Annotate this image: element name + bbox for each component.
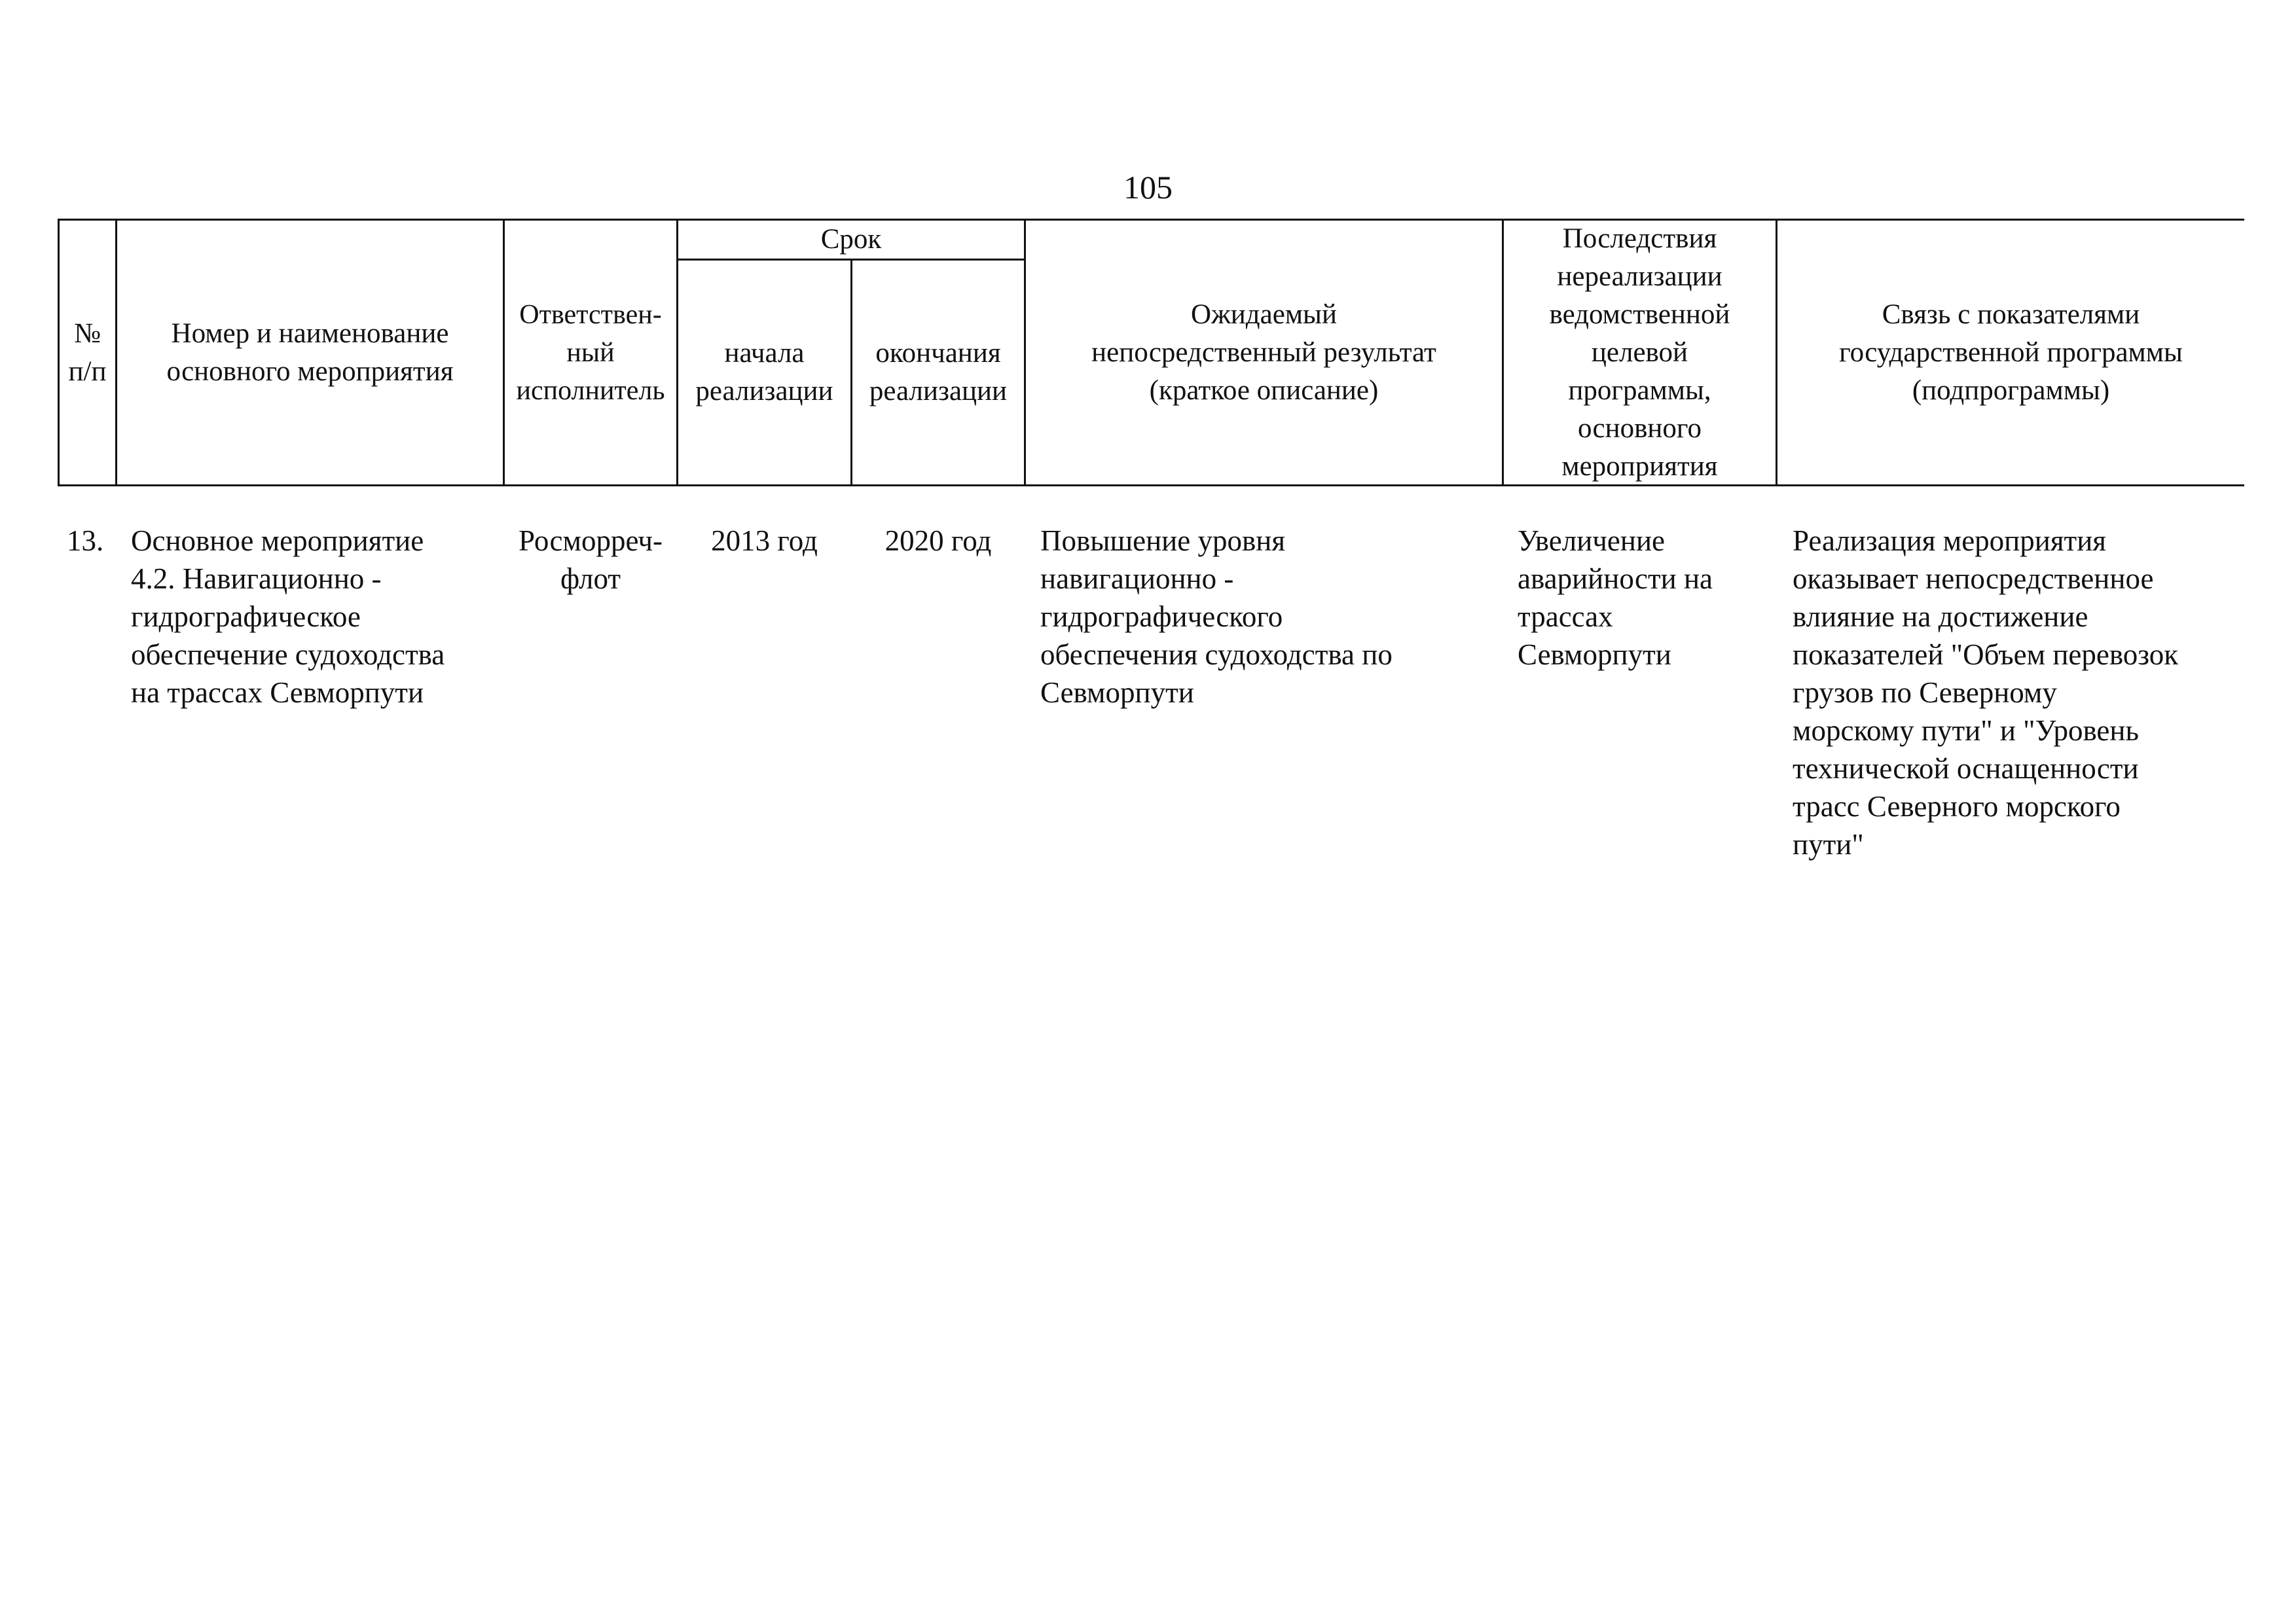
- row-link: Реализация мероприятия оказывает непосредственное влияние на достижение показателей "Объем перевозок грузов по Северному морскому пути" и "Уровень технической оснащенности трасс Северного морского пути": [1793, 524, 2179, 861]
- page-number: 105: [1123, 169, 1173, 206]
- table-header: [0, 0, 2296, 497]
- row-executor: Росморреч- флот: [519, 524, 663, 595]
- row-start: 2013 год: [711, 524, 818, 557]
- header-executor: Ответствен- ный исполнитель: [516, 299, 665, 406]
- row-num: 13.: [67, 524, 104, 557]
- header-bottom-rule: [58, 484, 2244, 486]
- header-start: начала реализации: [695, 338, 833, 406]
- header-num: № п/п: [68, 317, 107, 387]
- header-end: окончания реализации: [869, 338, 1008, 406]
- row-end: 2020 год: [884, 524, 992, 557]
- row-name: Основное мероприятие 4.2. Навигационно - гидрографическое обеспечение судоходства на трассах Севморпути: [131, 524, 445, 709]
- header-consequences: Последствия нереализации ведомственной целевой программы, основного мероприятия: [1549, 223, 1730, 482]
- header-term: Срок: [820, 224, 882, 255]
- header-result: Ожидаемый непосредственный результат (краткое описание): [1091, 298, 1436, 406]
- row-result: Повышение уровня навигационно - гидрографического обеспечения судоходства по Севморпути: [1040, 524, 1393, 709]
- header-name: Номер и наименование основного мероприятия: [166, 317, 454, 387]
- header-link: Связь с показателями государственной программы (подпрограммы): [1839, 298, 2183, 406]
- row-consequences: Увеличение аварийности на трассах Севморпути: [1518, 524, 1713, 671]
